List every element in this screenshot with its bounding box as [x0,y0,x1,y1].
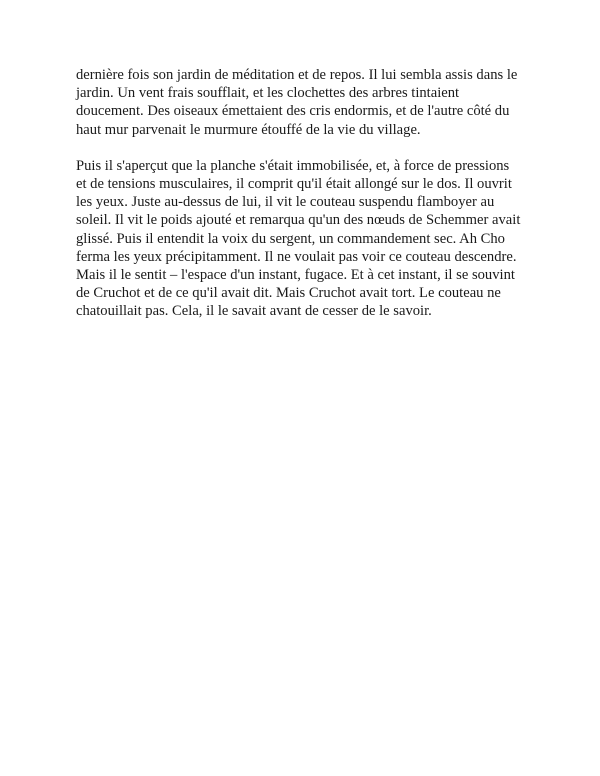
text-line: soleil. Il vit le poids ajouté et remarqua qu'un des nœuds de Schemmer avait [76,212,521,229]
text-line: chatouillait pas. Cela, il le savait avant de cesser de le savoir. [76,303,432,320]
text-line: jardin. Un vent frais soufflait, et les clochettes des arbres tintaient [76,85,460,102]
text-line: haut mur parvenait le murmure étouffé de la vie du village. [76,121,421,138]
text-line: Puis il s'aperçut que la planche s'était immobilisée, et, à force de pressions [76,157,510,174]
paragraph-1 [76,66,528,139]
text-line: dernière fois son jardin de méditation et de repos. Il lui sembla assis dans le [76,67,518,83]
text-line: doucement. Des oiseaux émettaient des cris endormis, et de l'autre côté du [76,103,510,120]
text-line: de Cruchot et de ce qu'il avait dit. Mais Cruchot avait tort. Le couteau ne [76,285,501,302]
text-line: ferma les yeux précipitamment. Il ne voulait pas voir ce couteau descendre. [76,248,517,265]
text-line: glissé. Puis il entendit la voix du sergent, un commandement sec. Ah Cho [76,230,505,247]
text-line: Mais il le sentit – l'espace d'un instant, fugace. Et à cet instant, il se souvint [76,267,515,284]
text-line: et de tensions musculaires, il comprit qu'il était allongé sur le dos. Il ouvrit [76,176,512,193]
document-body [76,66,528,339]
text-line: les yeux. Juste au-dessus de lui, il vit le couteau suspendu flamboyer au [76,194,495,211]
paragraph-2 [76,157,528,321]
